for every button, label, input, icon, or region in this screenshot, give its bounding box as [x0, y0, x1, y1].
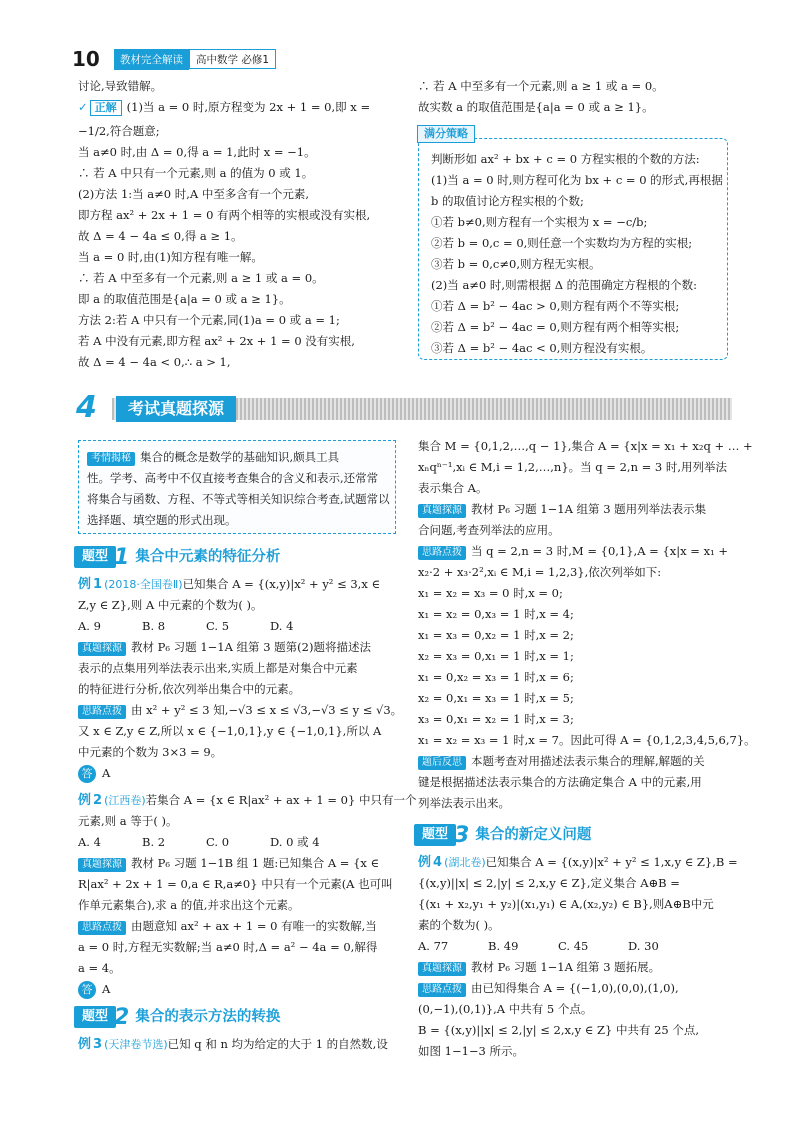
hint-text: 由题意知 ax² + ax + 1 = 0 有唯一的实数解,当: [131, 919, 377, 933]
hint-line: [418, 978, 728, 999]
origin-text: 的特征进行分析,依次列举出集合中的元素。: [78, 682, 301, 696]
topic-number: 1: [114, 544, 130, 570]
hint-text: x₁ = x₂ = 0,x₃ = 1 时,x = 4;: [418, 607, 574, 621]
hint-text: 由已知得集合 A = {(−1,0),(0,0),(1,0),: [471, 981, 679, 995]
origin-text: 教材 P₆ 习题 1−1A 组第 3 题拓展。: [471, 960, 661, 974]
reflect-text: 本题考查对用描述法表示集合的理解,解题的关: [471, 754, 705, 768]
topic-number: 3: [454, 822, 470, 848]
text-line: ∴ 若 A 中只有一个元素,则 a 的值为 0 或 1。: [78, 166, 314, 180]
origin-label: 真题探源: [418, 504, 466, 518]
example-2-options: [78, 832, 398, 853]
exam-reveal-line: [87, 447, 387, 468]
origin-text: 教材 P₆ 习题 1−1A 组第 3 题第(2)题将描述法: [131, 640, 371, 654]
option-a: A. 9: [78, 619, 101, 633]
hint-text: B = {(x,y)||x| ≤ 2,|y| ≤ 2,x,y ∈ Z} 中共有 25 个点,: [418, 1023, 700, 1037]
subject-title: 高中数学 必修1: [189, 49, 276, 69]
strategy-line: ①若 Δ = b² − 4ac > 0,则方程有两个不等实根;: [431, 299, 680, 313]
example-text: 素的个数为( )。: [418, 918, 500, 932]
left-top-column: [78, 76, 398, 373]
example-text: 若集合 A = {x ∈ R|ax² + ax + 1 = 0} 中只有一个: [145, 793, 417, 807]
origin-text: 教材 P₆ 习题 1−1A 组第 3 题用列举法表示集: [471, 502, 707, 516]
hint-text: (0,−1),(0,1)},A 中共有 5 个点。: [418, 1002, 593, 1016]
origin-line: [78, 637, 398, 658]
option-b: B. 8: [142, 619, 166, 633]
text-line: ∴ 若 A 中至多有一个元素,则 a ≥ 1 或 a = 0。: [78, 271, 324, 285]
strategy-line: ③若 b = 0,c≠0,则方程无实根。: [431, 257, 601, 271]
hint-text: a = 0 时,方程无实数解;当 a≠0 时,Δ = a² − 4a = 0,解得: [78, 940, 378, 954]
example-number: 2: [93, 793, 103, 808]
option-d: D. 4: [270, 619, 294, 633]
example-1-stem: [78, 574, 398, 595]
exam-reveal-line: 将集合与函数、方程、不等式等相关知识综合考查,试题常以: [87, 492, 390, 506]
origin-label: 真题探源: [418, 962, 466, 976]
example-text: 元素,则 a 等于( )。: [78, 814, 178, 828]
origin-text: 作单元素集合),求 a 的值,并求出这个元素。: [78, 898, 300, 912]
strategy-box: [418, 127, 728, 360]
topic-title: 集合的表示方法的转换: [135, 1008, 281, 1025]
example-number: 1: [93, 577, 103, 592]
exam-reveal-line: 选择题、填空题的形式出现。: [87, 513, 237, 527]
example-text: Z,y ∈ Z},则 A 中元素的个数为( )。: [78, 598, 263, 612]
example-1-options: [78, 616, 398, 637]
section-title: 考试真题探源: [116, 396, 236, 422]
origin-line: [418, 957, 728, 978]
hint-label: 思路点拨: [78, 705, 126, 719]
origin-text: R|ax² + 2x + 1 = 0,a ∈ R,a≠0} 中只有一个元素(A 也可叫: [78, 877, 393, 891]
hint-text: 如图 1−1−3 所示。: [418, 1044, 525, 1058]
topic-3-heading: [414, 822, 728, 848]
reflect-line: [418, 751, 728, 772]
strategy-line: ①若 b≠0,则方程有一个实根为 x = −c/b;: [431, 215, 648, 229]
origin-label: 真题探源: [78, 642, 126, 656]
hint-text: 由 x² + y² ≤ 3 知,−√3 ≤ x ≤ √3,−√3 ≤ y ≤ √3。: [131, 703, 403, 717]
section-number: 4: [76, 390, 97, 425]
example-3-text: xₙqⁿ⁻¹,xᵢ ∈ M,i = 1,2,…,n}。当 q = 2,n = 3 时,用列举法: [418, 460, 728, 474]
answer-value: A: [102, 982, 111, 996]
correct-solution-line: [78, 97, 398, 118]
strategy-line: ②若 Δ = b² − 4ac = 0,则方程有两个相等实根;: [431, 320, 680, 334]
hint-text: x₁ = 0,x₂ = x₃ = 1 时,x = 6;: [418, 670, 574, 684]
example-source: (江西卷): [104, 794, 146, 807]
answer-value: A: [102, 766, 111, 780]
example-text: {(x,y)||x| ≤ 2,|y| ≤ 2,x,y ∈ Z},定义集合 A⊕B =: [418, 876, 680, 890]
strategy-line: ②若 b = 0,c = 0,则任意一个实数均为方程的实根;: [431, 236, 693, 250]
hint-label: 思路点拨: [78, 921, 126, 935]
example-2-stem: [78, 790, 417, 811]
example-label: 例: [78, 1037, 92, 1052]
text-line: 故实数 a 的取值范围是{a|a = 0 或 a ≥ 1}。: [418, 100, 654, 114]
reflect-text: 键是根据描述法表示集合的方法确定集合 A 中的元素,用: [418, 775, 702, 789]
text-line: 当 a≠0 时,由 Δ = 0,得 a = 1,此时 x = −1。: [78, 145, 316, 159]
example-text: {(x₁ + x₂,y₁ + y₂)|(x₁,y₁) ∈ A,(x₂,y₂) ∈ B},则A⊕B中元: [418, 897, 714, 911]
topic-label: 题型: [74, 546, 116, 568]
strategy-title: 满分策略: [417, 125, 475, 143]
topic-2-heading: [74, 1004, 398, 1030]
hint-text: x₂ = 0,x₁ = x₃ = 1 时,x = 5;: [418, 691, 574, 705]
origin-line: [418, 499, 728, 520]
answer-line: [78, 763, 398, 784]
reflect-text: 列举法表示出来。: [418, 796, 510, 810]
hint-text: x₁ = x₂ = x₃ = 0 时,x = 0;: [418, 586, 563, 600]
strategy-line: (1)当 a = 0 时,则方程可化为 bx + c = 0 的形式,再根据: [431, 173, 723, 187]
hint-label: 思路点拨: [418, 546, 466, 560]
origin-line: [78, 853, 398, 874]
correct-text: (1)当 a = 0 时,原方程变为 2x + 1 = 0,即 x =: [126, 100, 371, 114]
origin-text: 表示的点集用列举法表示出来,实质上都是对集合中元素: [78, 661, 358, 675]
hint-text: x₂·2 + x₃·2²,xᵢ ∈ M,i = 1,2,3},依次列举如下:: [418, 565, 662, 579]
topic-label: 题型: [414, 824, 456, 846]
option-d: D. 30: [628, 939, 659, 953]
hint-text: 中元素的个数为 3×3 = 9。: [78, 745, 223, 759]
correct-label: 正解: [90, 100, 122, 116]
topic-number: 2: [114, 1004, 130, 1030]
example-number: 3: [93, 1037, 103, 1052]
option-b: B. 49: [488, 939, 519, 953]
exam-reveal-box: [78, 440, 396, 534]
hint-text: 又 x ∈ Z,y ∈ Z,所以 x ∈ {−1,0,1},y ∈ {−1,0,1},所以 A: [78, 724, 382, 738]
right-top-column: [418, 76, 728, 118]
example-3-text: 集合 M = {0,1,2,…,q − 1},集合 A = {x|x = x₁ + x₂q + … +: [418, 439, 753, 453]
origin-label: 真题探源: [78, 858, 126, 872]
text-line: 讨论,导致错解。: [78, 79, 163, 93]
text-line: 若 A 中没有元素,即方程 ax² + 2x + 1 = 0 没有实根,: [78, 334, 355, 348]
strategy-line: ③若 Δ = b² − 4ac < 0,则方程没有实根。: [431, 341, 653, 355]
text-line: 即方程 ax² + 2x + 1 = 0 有两个相等的实根或没有实根,: [78, 208, 371, 222]
example-source: (湖北卷): [444, 856, 486, 869]
hint-text: x₁ = x₃ = 0,x₂ = 1 时,x = 2;: [418, 628, 574, 642]
left-lower-column: [78, 540, 417, 1055]
text-line: 故 Δ = 4 − 4a ≤ 0,得 a ≥ 1。: [78, 229, 243, 243]
hint-line: [78, 700, 403, 721]
text-line: ∴ 若 A 中至多有一个元素,则 a ≥ 1 或 a = 0。: [418, 79, 664, 93]
example-label: 例: [78, 793, 92, 808]
text-line: −1/2,符合题意;: [78, 124, 160, 138]
option-a: A. 77: [418, 939, 449, 953]
topic-label: 题型: [74, 1006, 116, 1028]
hint-text: x₂ = x₃ = 0,x₁ = 1 时,x = 1;: [418, 649, 574, 663]
hint-label: 思路点拨: [418, 983, 466, 997]
answer-icon: 答: [78, 981, 96, 999]
page-header: [72, 48, 276, 70]
text-line: 即 a 的取值范围是{a|a = 0 或 a ≥ 1}。: [78, 292, 291, 306]
topic-1-heading: [74, 544, 398, 570]
exam-reveal-line: 性。学考、高考中不仅直接考查集合的含义和表示,还常常: [87, 471, 379, 485]
example-source: (2018·全国卷Ⅱ): [104, 578, 183, 591]
option-c: C. 0: [206, 835, 230, 849]
exam-reveal-label: 考情揭秘: [87, 452, 135, 466]
hint-line: [78, 916, 398, 937]
answer-icon: 答: [78, 765, 96, 783]
strategy-line: (2)当 a≠0 时,则需根据 Δ 的范围确定方程根的个数:: [431, 278, 698, 292]
hint-text: x₁ = x₂ = x₃ = 1 时,x = 7。因此可得 A = {0,1,2,3,4,5,6,7}。: [418, 733, 756, 747]
example-label: 例: [78, 577, 92, 592]
hint-line: [418, 541, 728, 562]
topic-title: 集合中元素的特征分析: [135, 548, 281, 565]
option-c: C. 45: [558, 939, 589, 953]
check-icon: ✓: [78, 100, 88, 114]
origin-text: 教材 P₆ 习题 1−1B 组 1 题:已知集合 A = {x ∈: [131, 856, 380, 870]
example-4-options: [418, 936, 728, 957]
text-line: (2)方法 1:当 a≠0 时,A 中至多含有一个元素,: [78, 187, 310, 201]
topic-title: 集合的新定义问题: [475, 826, 592, 843]
example-number: 4: [433, 855, 443, 870]
example-3-stem: [78, 1034, 398, 1055]
book-title: 教材完全解读: [114, 49, 189, 70]
text-line: 当 a = 0 时,由(1)知方程有唯一解。: [78, 250, 263, 264]
example-text: 已知 q 和 n 均为给定的大于 1 的自然数,设: [167, 1037, 388, 1051]
hint-text: 当 q = 2,n = 3 时,M = {0,1},A = {x|x = x₁ +: [471, 544, 728, 558]
example-4-stem: [418, 852, 738, 873]
reflect-label: 题后反思: [418, 756, 466, 770]
strategy-line: 判断形如 ax² + bx + c = 0 方程实根的个数的方法:: [431, 152, 700, 166]
option-d: D. 0 或 4: [270, 835, 320, 849]
text-line: 故 Δ = 4 − 4a < 0,∴ a > 1,: [78, 355, 231, 369]
example-3-text: 表示集合 A。: [418, 481, 488, 495]
page-number: 10: [72, 47, 100, 71]
example-label: 例: [418, 855, 432, 870]
example-text: 已知集合 A = {(x,y)|x² + y² ≤ 1,x,y ∈ Z},B =: [485, 855, 738, 869]
right-lower-column: [418, 436, 756, 1062]
section-header: [72, 390, 732, 428]
answer-line: [78, 979, 398, 1000]
text-line: 方法 2:若 A 中只有一个元素,同(1)a = 0 或 a = 1;: [78, 313, 340, 327]
hint-text: a = 4。: [78, 961, 121, 975]
option-a: A. 4: [78, 835, 101, 849]
exam-reveal-text: 集合的概念是数学的基础知识,颇具工具: [140, 450, 340, 464]
option-b: B. 2: [142, 835, 166, 849]
example-text: 已知集合 A = {(x,y)|x² + y² ≤ 3,x ∈: [182, 577, 380, 591]
strategy-line: b 的取值讨论方程实根的个数;: [431, 194, 584, 208]
example-source: (天津卷节选): [104, 1038, 168, 1051]
option-c: C. 5: [206, 619, 230, 633]
hint-text: x₃ = 0,x₁ = x₂ = 1 时,x = 3;: [418, 712, 574, 726]
origin-text: 合问题,考查列举法的应用。: [418, 523, 560, 537]
